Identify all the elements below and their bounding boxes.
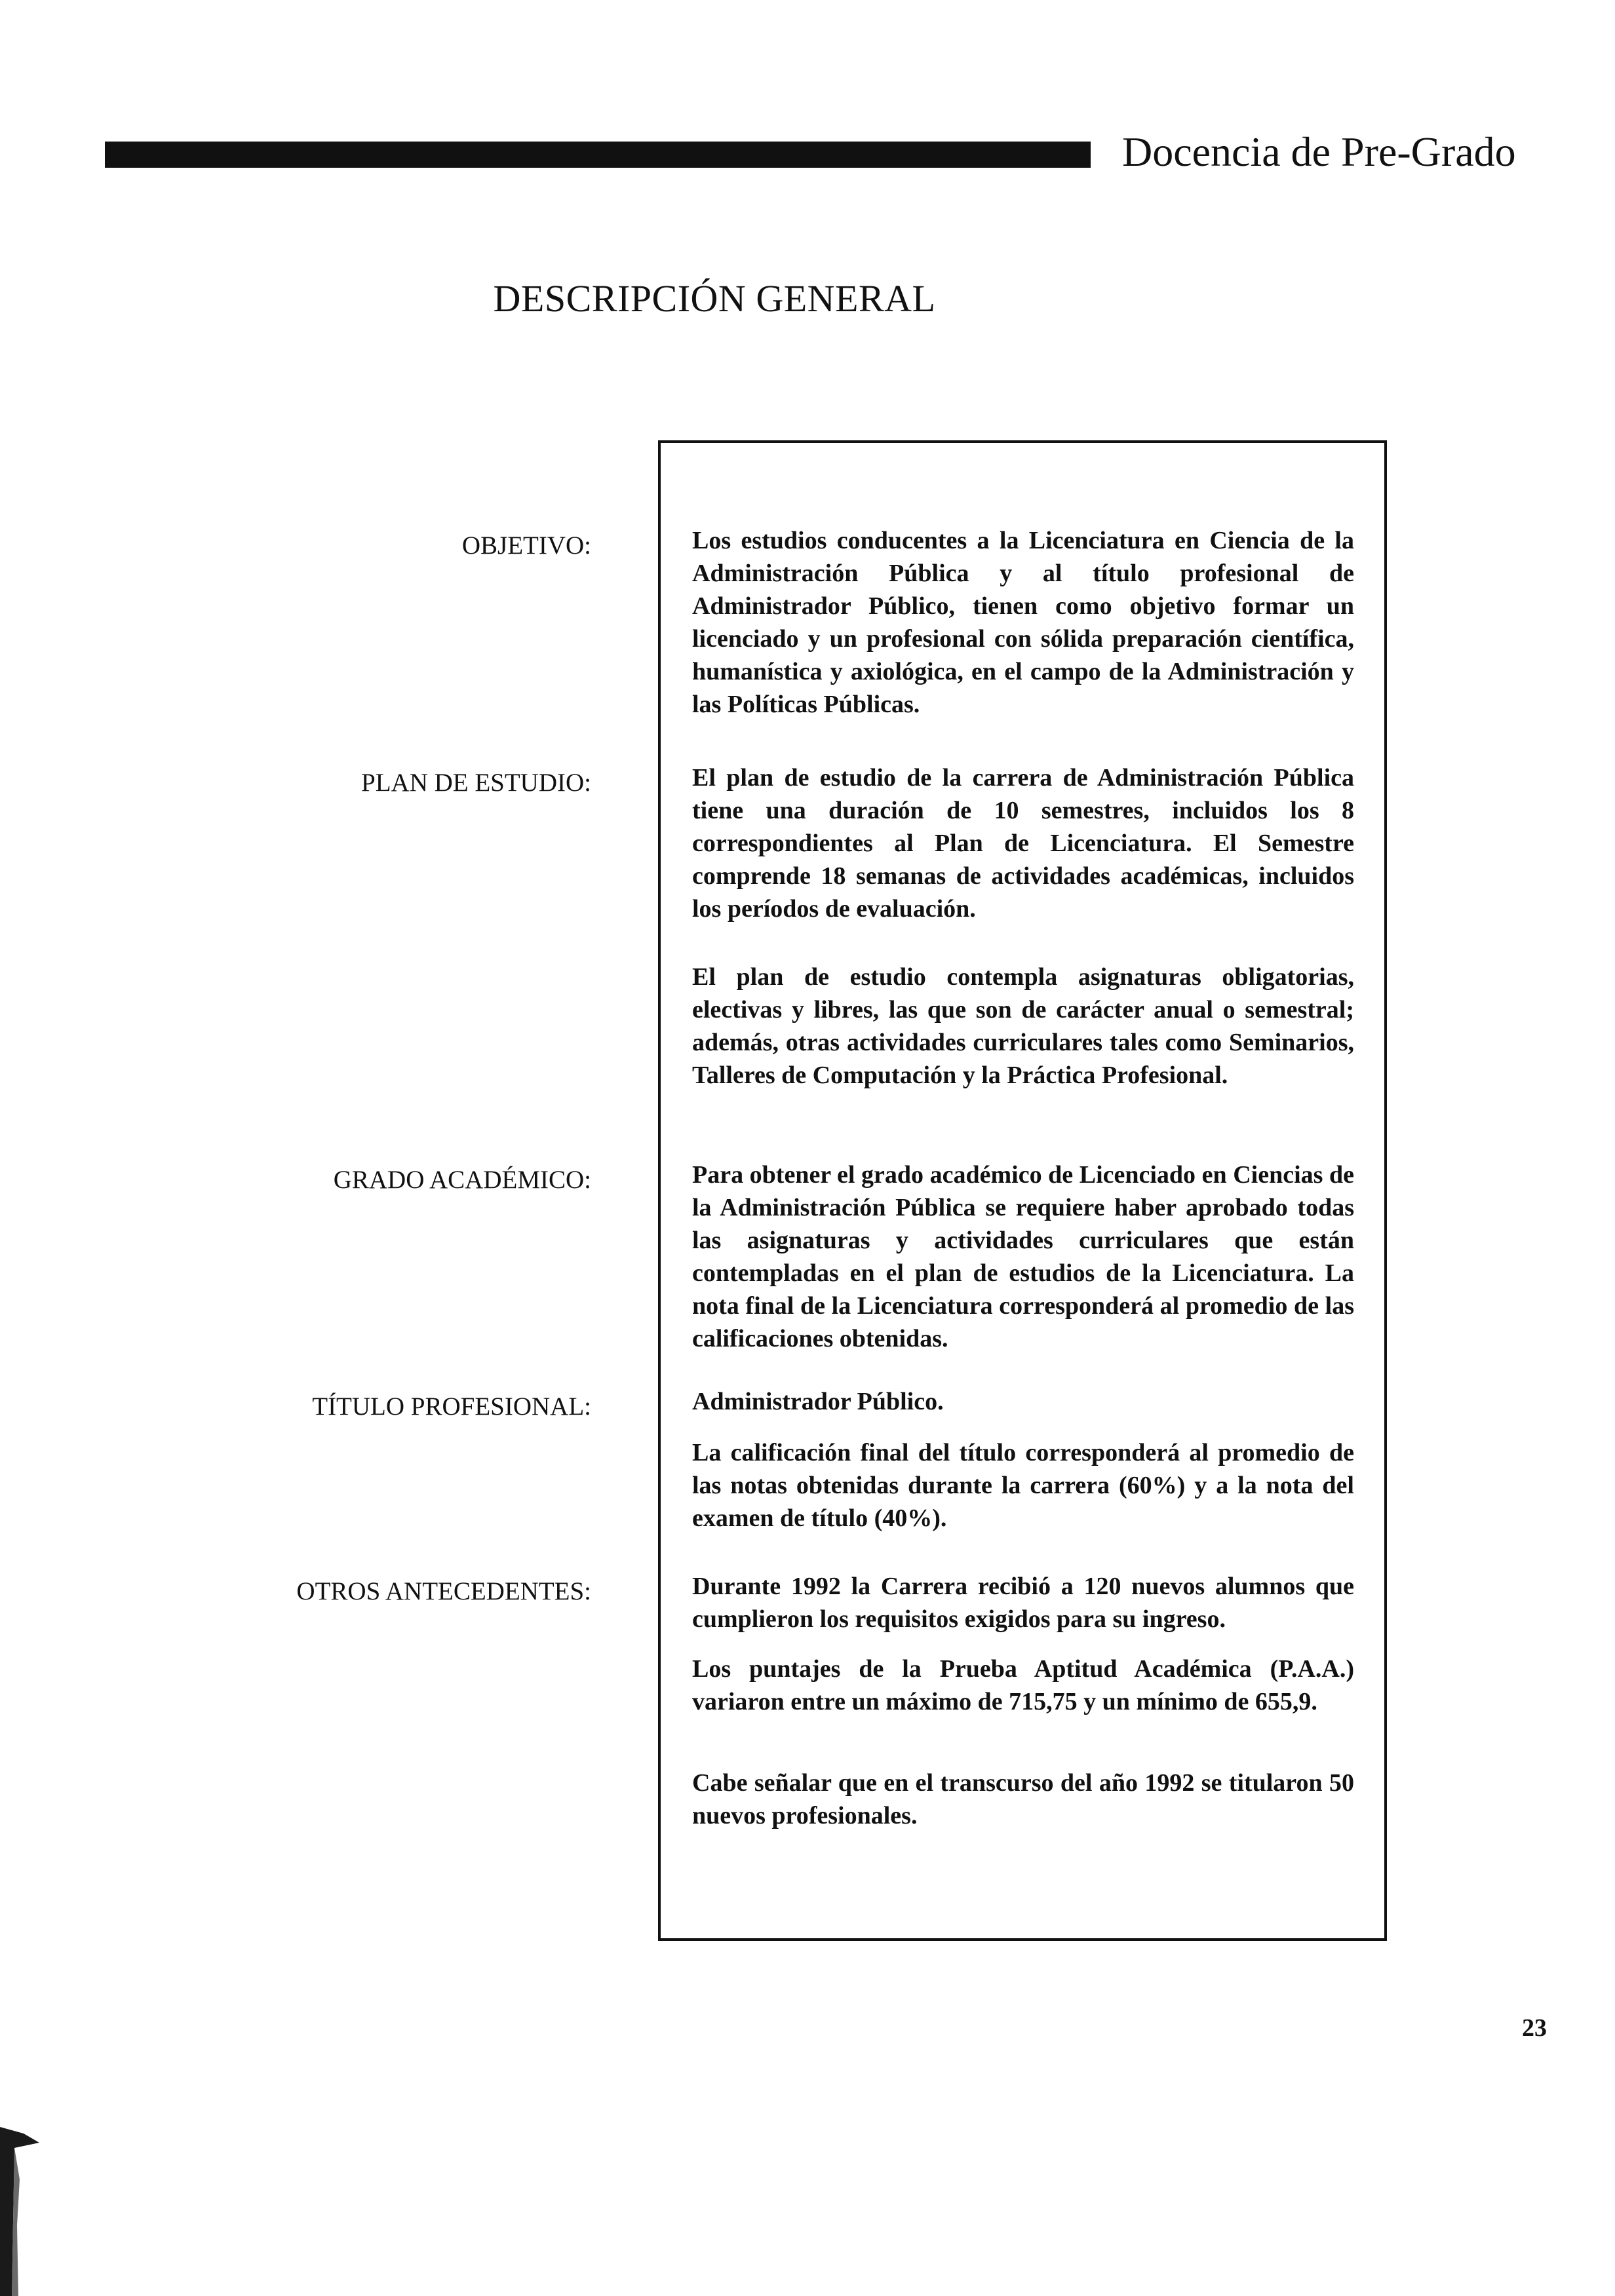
label-objetivo: OBJETIVO: [461,531,591,560]
otros-antecedentes-paragraph-1: Durante 1992 la Carrera recibió a 120 nuevos alumnos que cumplieron los requisitos exigidos para su ingreso. [692,1573,1354,1633]
plan-de-estudio-paragraph-2: El plan de estudio contempla asignaturas obligatorias, electivas y libres, las que son de carácter anual o semestral; además, otras actividades curriculares tales como Seminarios, Talleres de Computación y la Práctica Profesional. [692,963,1354,1089]
objetivo-paragraph: Los estudios conducentes a la Licenciatura en Ciencia de la Administración Pública y al título profesional de Administrador Público, tienen como objetivo formar un licenciado y un profesional con sólida preparación científica, humanística y axiológica, en el campo de la Administración y las Políticas Públicas. [692,527,1354,718]
header-rule [105,142,1091,168]
page-number: 23 [1522,2014,1547,2042]
section-header: Docencia de Pre-Grado [1122,128,1516,175]
titulo-profesional-paragraph-1: Administrador Público. [692,1388,944,1415]
label-grado-academico: GRADO ACADÉMICO: [333,1166,591,1194]
grado-academico-paragraph: Para obtener el grado académico de Licenciado en Ciencias de la Administración Pública se requiere haber aprobado todas las asignaturas y actividades curriculares que están contempladas en el plan de estudios de la Licenciatura. La nota final de la Licenciatura corresponderá al promedio de las calificaciones obtenidas. [692,1161,1354,1352]
label-otros-antecedentes: OTROS ANTECEDENTES: [296,1577,591,1605]
page-title: DESCRIPCIÓN GENERAL [493,277,936,320]
titulo-profesional-paragraph-2: La calificación final del título corresponderá al promedio de las notas obtenidas durante la carrera (60%) y a la nota del examen de título (40%). [692,1439,1354,1532]
plan-de-estudio-paragraph-1: El plan de estudio de la carrera de Administración Pública tiene una duración de 10 semestres, incluidos los 8 correspondientes al Plan de Licenciatura. El Semestre comprende 18 semanas de actividades académicas, incluidos los períodos de evaluación. [692,764,1354,923]
otros-antecedentes-paragraph-3: Cabe señalar que en el transcurso del año 1992 se titularon 50 nuevos profesionales. [692,1769,1354,1829]
label-plan-de-estudio: PLAN DE ESTUDIO: [361,769,591,797]
scan-edge-mark [0,2120,47,2296]
otros-antecedentes-paragraph-2: Los puntajes de la Prueba Aptitud Académica (P.A.A.) variaron entre un máximo de 715,75 y un mínimo de 655,9. [692,1655,1354,1715]
label-titulo-profesional: TÍTULO PROFESIONAL: [312,1392,591,1421]
